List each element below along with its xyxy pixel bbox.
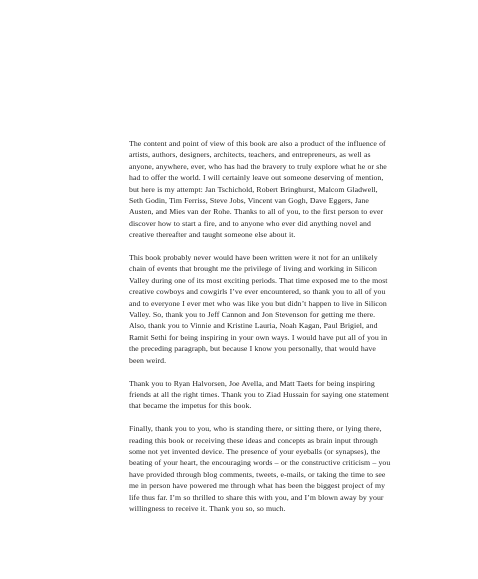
acknowledgements-text: [129, 138, 391, 526]
paragraph-influences: The content and point of view of this book are also a product of the influence of artists, authors, designers, architects, teachers, and entrepreneurs, as well as anyone, anywhere, ever, who has had the bravery to truly explore what he or she had to offer the world. I will certainly leave out someone deserving of mention, but here is my attempt: Jan Tschichold, Robert Bringhurst, Malcom Gladwell, Seth Godin, Tim Ferriss, Steve Jobs, Vincent van Gogh, Dave Eggers, Jane Austen, and Mies van der Rohe. Thanks to all of you, to the first person to ever discover how to start a fire, and to anyone who ever did anything novel and creative thereafter and taught someone else about it.: [129, 139, 387, 240]
paragraph-reader: Finally, thank you to you, who is standing there, or sitting there, or lying there, reading this book or receiving these ideas and concepts as brain input through some not yet invented device. The presence of your eyeballs (or synapses), the beating of your heart, the encouraging words – or the constructive criticism – you have provided through blog comments, tweets, e-mails, or taking the time to see me in person have powered me through what has been the biggest project of my life thus far. I’m so thrilled to share this with you, and I’m blown away by your willingness to receive it. Thank you so, so much.: [129, 424, 391, 513]
paragraph-friends: Thank you to Ryan Halvorsen, Joe Avella, and Matt Taets for being inspiring friends at all the right times. Thank you to Ziad Hussain for saying one statement that became the impetus for this book.: [129, 378, 389, 411]
paragraph-silicon-valley: This book probably never would have been written were it not for an unlikely chain of events that brought me the privilege of living and working in Silicon Valley during one of its most exciting periods. That time exposed me to the most creative cowboys and cowgirls I’ve ever encountered, so thank you to all of you and to everyone I ever met who was like you but didn’t happen to live in Silicon Valley. So, thank you to Jeff Cannon and Jon Stevenson for getting me there. Also, thank you to Vinnie and Kristine Lauria, Noah Kagan, Paul Brigiel, and Ramit Sethi for being inspiring in your own ways. I would have put all of you in the preceding paragraph, but because I know you personally, that would have been weird.: [129, 253, 388, 365]
